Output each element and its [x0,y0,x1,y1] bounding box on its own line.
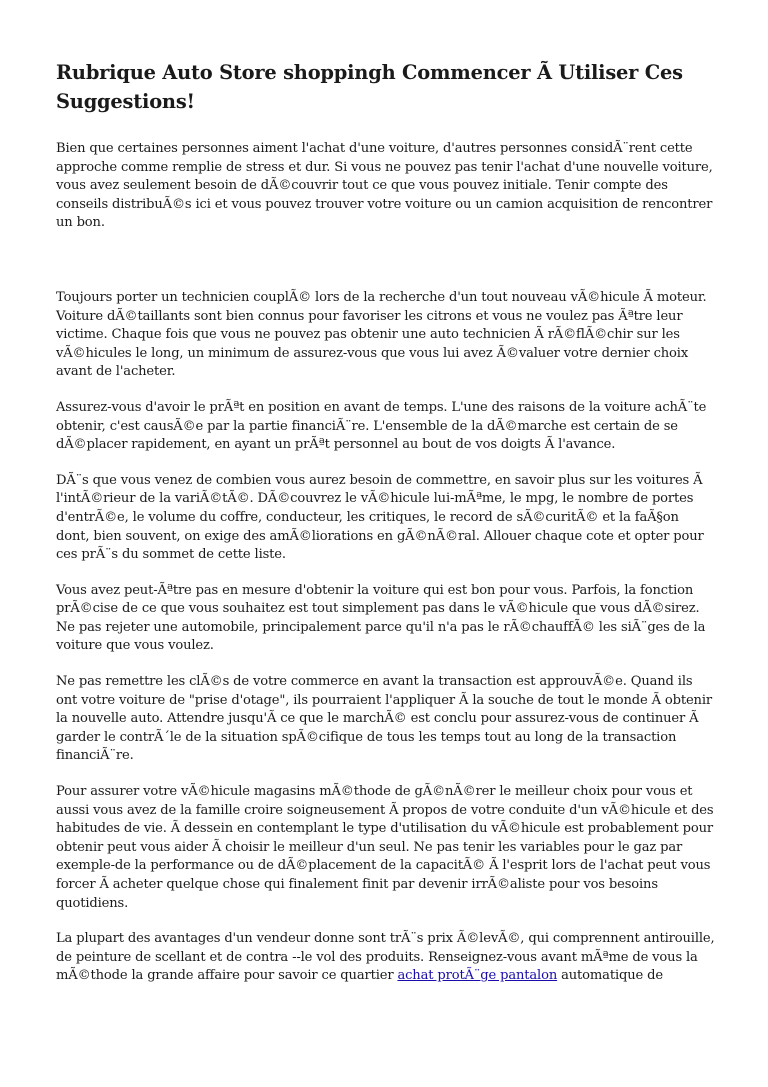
page-title: Rubrique Auto Store shoppingh Commencer Ã Utiliser Ces Suggestions! [56,61,683,113]
paragraph-voitures: DÃ¨s que vous venez de combien vous aurez besoin de commettre, en savoir plus sur les voitures Ã l'intÃ©rieur de la variÃ©tÃ©. DÃ©couvrez le vÃ©hicule lui-mÃªme, le mpg, le nombre de portes d'entrÃ©e, le volume du coffre, conducteur, les critiques, le record de sÃ©curitÃ© et la faÃ§on dont, bien souvent, on exige des amÃ©liorations en gÃ©nÃ©ral. Allouer chaque cote et opter pour ces prÃ¨s du sommet de cette liste. [56,472,704,563]
document-page [56,58,716,986]
paragraph-text-before-link: La plupart des avantages d'un vendeur donne sont trÃ¨s prix Ã©levÃ©, qui comprennent antirouille, de peinture de scellant et de contra --le vol des produits. Renseignez-vous avant mÃªme de vous la mÃ©thode la grande affaire pour savoir ce quartier [56,931,715,984]
paragraph-pret: Assurez-vous d'avoir le prÃªt en position en avant de temps. L'une des raisons de la voiture achÃ¨te obtenir, c'est causÃ©e par la partie financiÃ¨re. L'ensemble de la dÃ©marche est certain de se dÃ©placer rapidement, en ayant un prÃªt personnel au bout de vos doigts Ã l'avance. [56,399,707,453]
paragraph-fonction: Vous avez peut-Ãªtre pas en mesure d'obtenir la voiture qui est bon pour vous. Parfois, la fonction prÃ©cise de ce que vous souhaitez est tout simplement pas dans le vÃ©hicule que vous dÃ©sirez. Ne pas rejeter une automobile, principalement parce qu'il n'a pas le rÃ©chauffÃ© les siÃ¨ges de la voiture que vous voulez. [56,582,706,654]
paragraph-text-after-link: automatique de [557,968,663,984]
paragraph-intro: Bien que certaines personnes aiment l'achat d'une voiture, d'autres personnes considÃ¨rent cette approche comme remplie de stress et dur. Si vous ne pouvez pas tenir l'achat d'une nouvelle voiture, vous avez seulement besoin de dÃ©couvrir tout ce que vous pouvez initiale. Tenir compte des conseils distribuÃ©s ici et vous pouvez trouver votre voiture ou un camion acquisition de rencontrer un bon. [56,141,713,231]
paragraph-technicien: Toujours porter un technicien couplÃ© lors de la recherche d'un tout nouveau vÃ©hicule Ã moteur. Voiture dÃ©taillants sont bien connus pour favoriser les citrons et vous ne voulez pas Ãªtre leur victime. Chaque fois que vous ne pouvez pas obtenir une auto technicien Ã rÃ©flÃ©chir sur les vÃ©hicules le long, un minimum de assurez-vous que vous lui avez Ã©valuer votre dernier choix avant de l'acheter. [56,289,707,380]
paragraph-cles: Ne pas remettre les clÃ©s de votre commerce en avant la transaction est approuvÃ©e. Quand ils ont votre voiture de "prise d'otage", ils pourraient l'appliquer Ã la souche de tout le monde Ã obtenir la nouvelle auto. Attendre jusqu'Ã ce que le marchÃ© est conclu pour assurez-vous de continuer Ã garder le contrÃ´le de la situation spÃ©cifique de tous les temps tout au long de la transaction financiÃ¨re. [56,674,712,764]
paragraph-magasins: Pour assurer votre vÃ©hicule magasins mÃ©thode de gÃ©nÃ©rer le meilleur choix pour vous et aussi vous avez de la famille croire soigneusement Ã propos de votre conduite d'un vÃ©hicule et des habitudes de vie. Ã dessein en contemplant le type d'utilisation du vÃ©hicule est probablement pour obtenir peut vous aider Ã choisir le meilleur d'un seul. Ne pas tenir les variables pour le gaz par exemple-de la performance ou de dÃ©placement de la capacitÃ© Ã l'esprit lors de l'achat peut vous forcer Ã acheter quelque chose qui finalement finit par devenir irrÃ©aliste pour vos besoins quotidiens. [56,784,714,911]
inline-link[interactable]: achat protÃ¨ge pantalon [397,968,558,984]
paragraph-avantages [56,930,716,986]
